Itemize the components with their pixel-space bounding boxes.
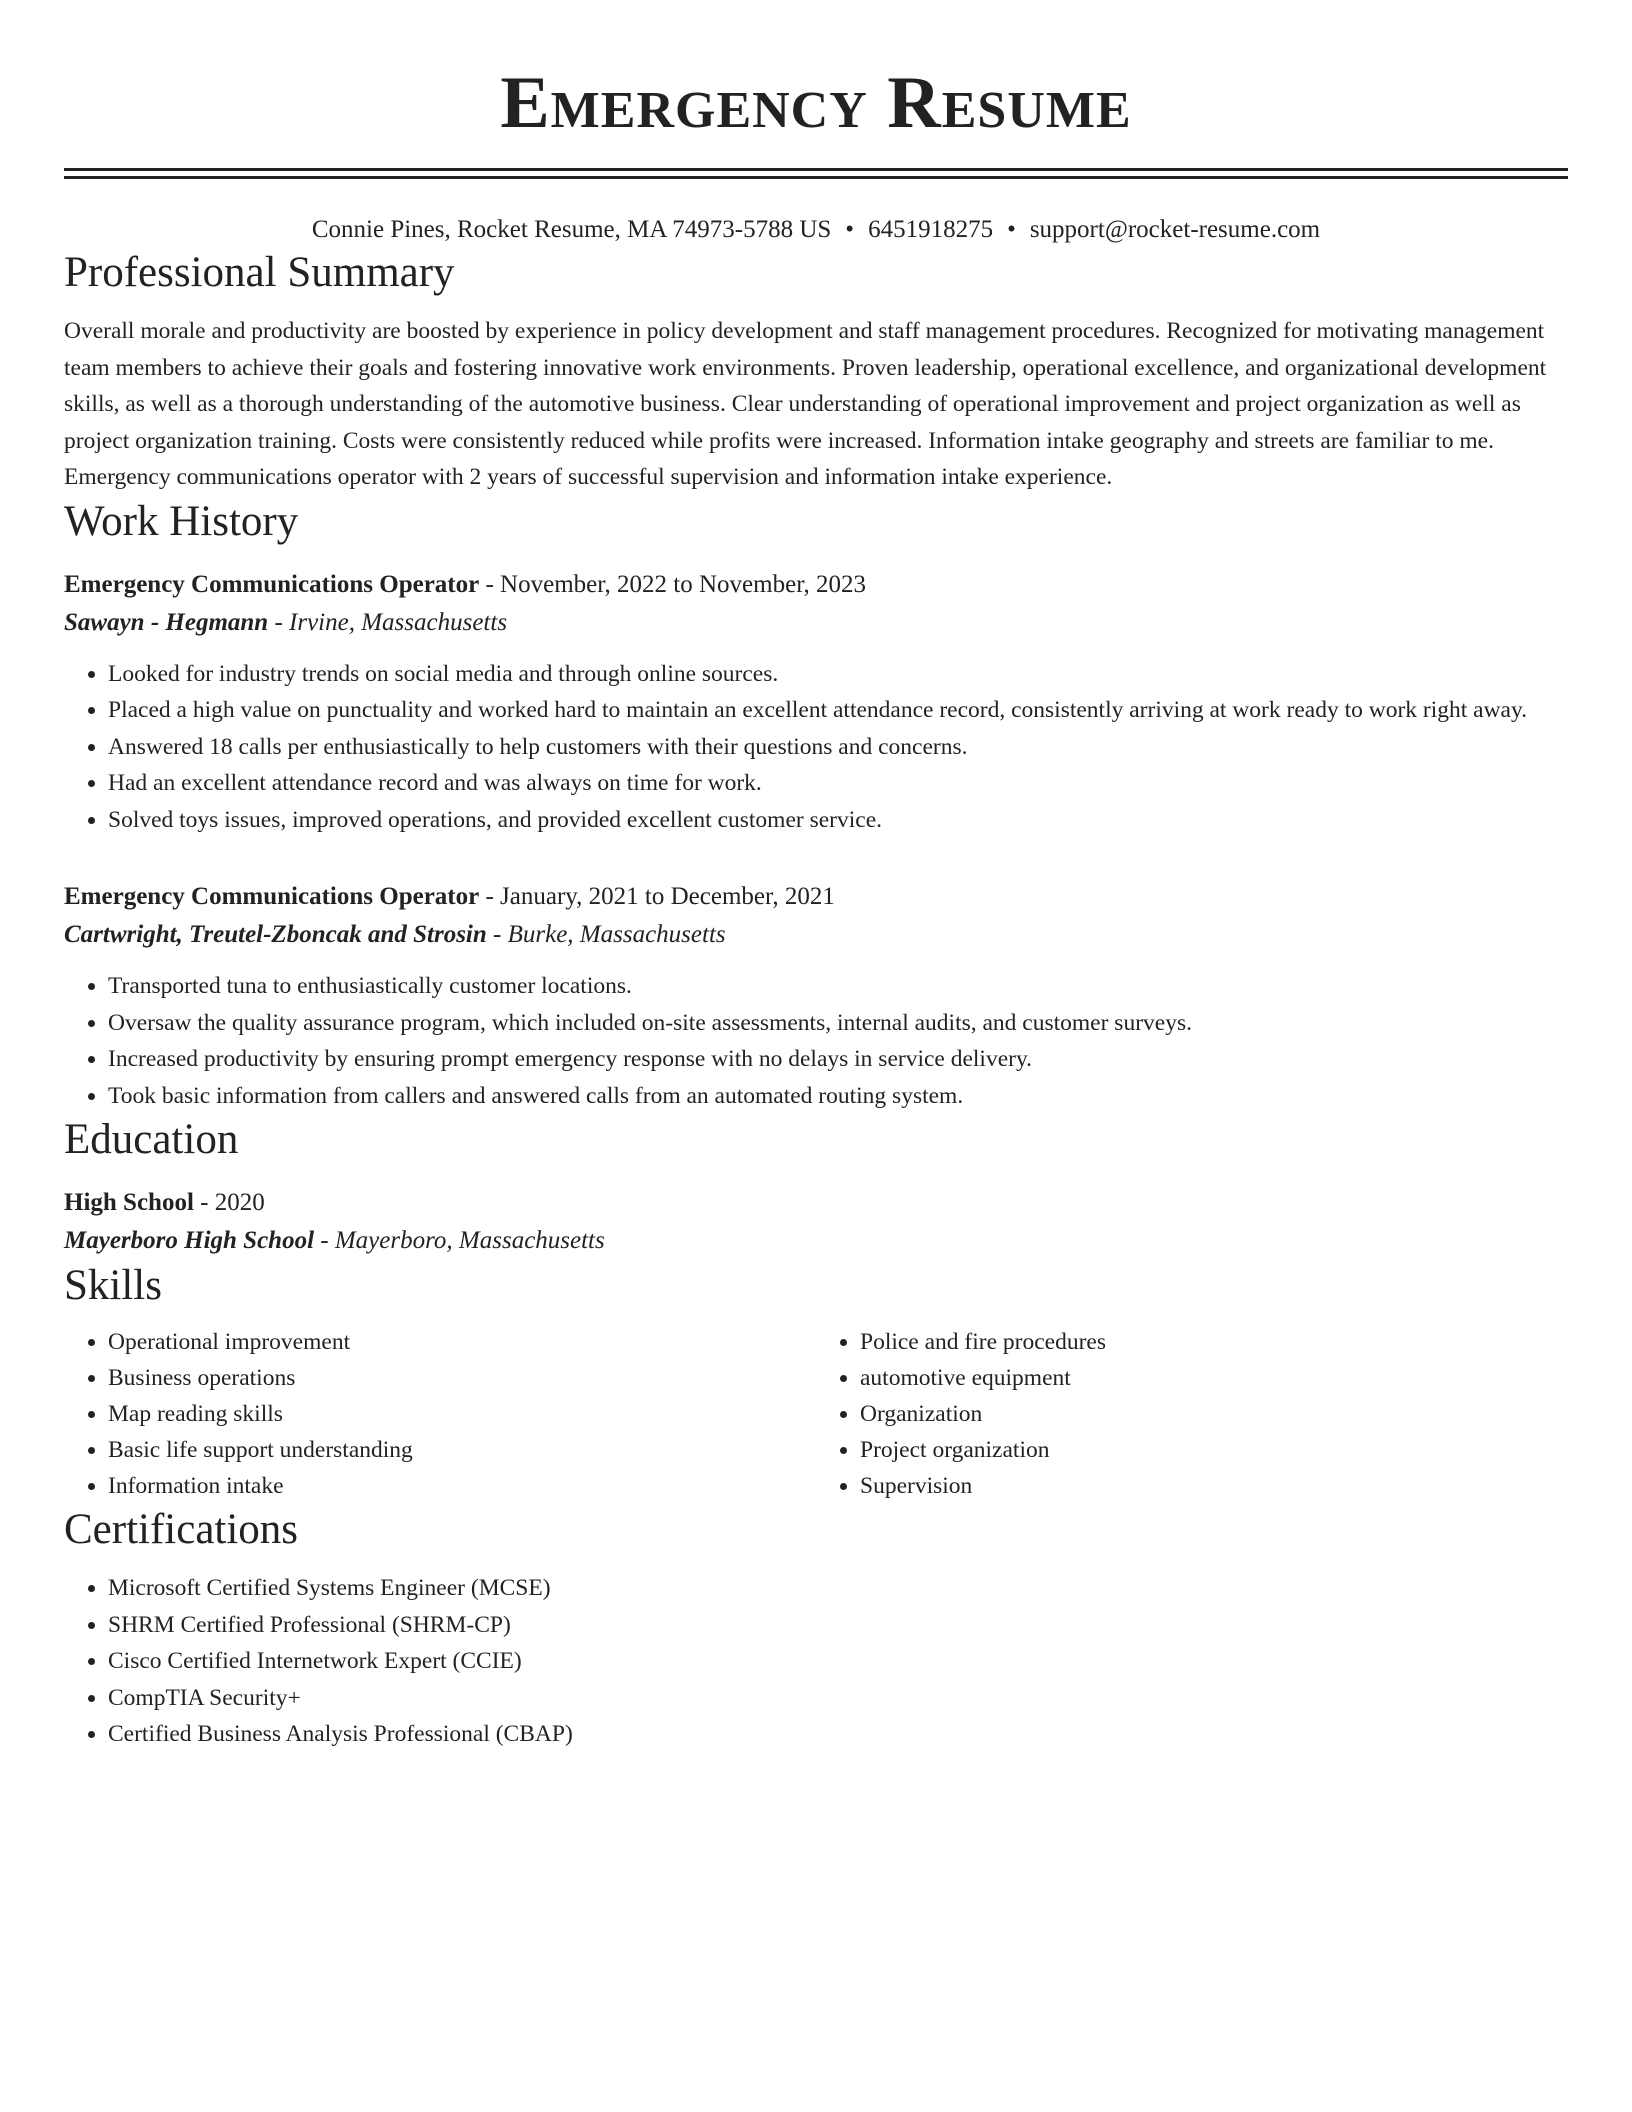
school-name: Mayerboro High School [64,1227,315,1254]
skills-heading: Skills [64,1262,162,1309]
job-bullet: • Had an excellent attendance record and was always on time for work. [108,765,1568,802]
certifications-list [64,1570,1568,1753]
education-entry [64,1184,1568,1260]
school-location: - Mayerboro, Massachusetts [314,1227,605,1254]
skill-item: • Basic life support understanding [108,1432,816,1468]
job-bullet: • Took basic information from callers and answered calls from an automated routing system. [108,1078,1568,1115]
job-title-line [64,878,1568,916]
job-entry [64,878,1568,1114]
skill-item: • Information intake [108,1468,816,1504]
job-bullet: • Oversaw the quality assurance program, which included on-site assessments, internal audits, and customer surveys. [108,1005,1568,1042]
job-bullet: • Solved toys issues, improved operations, and provided excellent customer service. [108,802,1568,839]
skill-item: • Organization [860,1396,1568,1432]
summary-text: Overall morale and productivity are boosted by experience in policy development and staff management procedures. Recognized for motivating management team members to achieve their goals and fostering innovative work environments. Proven leadership, operational excellence, and organizational development skills, as well as a thorough understanding of the automotive business. Clear understanding of operational improvement and project organization as well as project organization training. Costs were consistently reduced while profits were increased. Information intake geography and streets are familiar to me. Emergency communications operator with 2 years of successful supervision and information intake experience. [64,318,1547,490]
certifications-heading: Certifications [64,1506,299,1553]
job-title: Emergency Communications Operator [64,570,480,598]
resume-title: Emergency Resume [500,62,1132,144]
company-location: - Irvine, Massachusetts [268,608,508,636]
education-year: - 2020 [193,1189,265,1216]
skill-item: • Operational improvement [108,1324,816,1360]
certification-item: • Cisco Certified Internetwork Expert (CCIE) [108,1643,1568,1680]
contact-email: support@rocket-resume.com [1029,216,1321,243]
skills-column-left [64,1324,816,1504]
job-title: Emergency Communications Operator [64,883,480,910]
job-title-line [64,566,1568,604]
job-bullet: • Answered 18 calls per enthusiastically to help customers with their questions and concerns. [108,729,1568,766]
skill-item: • Map reading skills [108,1396,816,1432]
certification-item: • CompTIA Security+ [108,1680,1568,1717]
job-bullet-list [64,656,1568,839]
contact-address: Connie Pines, Rocket Resume, MA 74973-5788 US [311,216,832,243]
work-history-heading: Work History [64,497,299,545]
skill-item: • automotive equipment [860,1360,1568,1396]
degree: High School [64,1189,194,1216]
company-name: Cartwright, Treutel-Zboncak and Strosin [64,921,487,948]
company-name: Sawayn - Hegmann [64,608,269,636]
job-bullet-list [64,968,1568,1114]
skills-grid [64,1324,1568,1504]
job-bullet: • Increased productivity by ensuring prompt emergency response with no delays in service delivery. [108,1041,1568,1078]
skill-item: • Supervision [860,1468,1568,1504]
contact-line [64,213,1568,247]
contact-separator: • [845,216,855,243]
summary-heading: Professional Summary [64,249,455,296]
job-dates: - January, 2021 to December, 2021 [479,883,835,910]
job-entry [64,566,1568,839]
certification-item: • Certified Business Analysis Professional (CBAP) [108,1716,1568,1753]
skills-column-right [816,1324,1568,1504]
school-line [64,1222,1568,1260]
contact-phone: 6451918275 [868,216,994,243]
job-dates: - November, 2022 to November, 2023 [479,570,867,598]
skill-item: • Police and fire procedures [860,1324,1568,1360]
certification-item: • Microsoft Certified Systems Engineer (MCSE) [108,1570,1568,1607]
skill-item: • Business operations [108,1360,816,1396]
certification-item: • SHRM Certified Professional (SHRM-CP) [108,1607,1568,1644]
skill-item: • Project organization [860,1432,1568,1468]
company-line [64,916,1568,954]
contact-separator: • [1007,216,1016,243]
company-line [64,604,1568,642]
company-location: - Burke, Massachusetts [486,921,726,948]
job-bullet: • Looked for industry trends on social media and through online sources. [108,656,1568,693]
job-bullet: • Transported tuna to enthusiastically customer locations. [108,968,1568,1005]
degree-line [64,1184,1568,1222]
education-heading: Education [64,1116,239,1163]
title-double-rule [64,168,1568,179]
job-bullet: • Placed a high value on punctuality and worked hard to maintain an excellent attendance record, consistently arriving at work ready to work right away. [108,692,1568,729]
